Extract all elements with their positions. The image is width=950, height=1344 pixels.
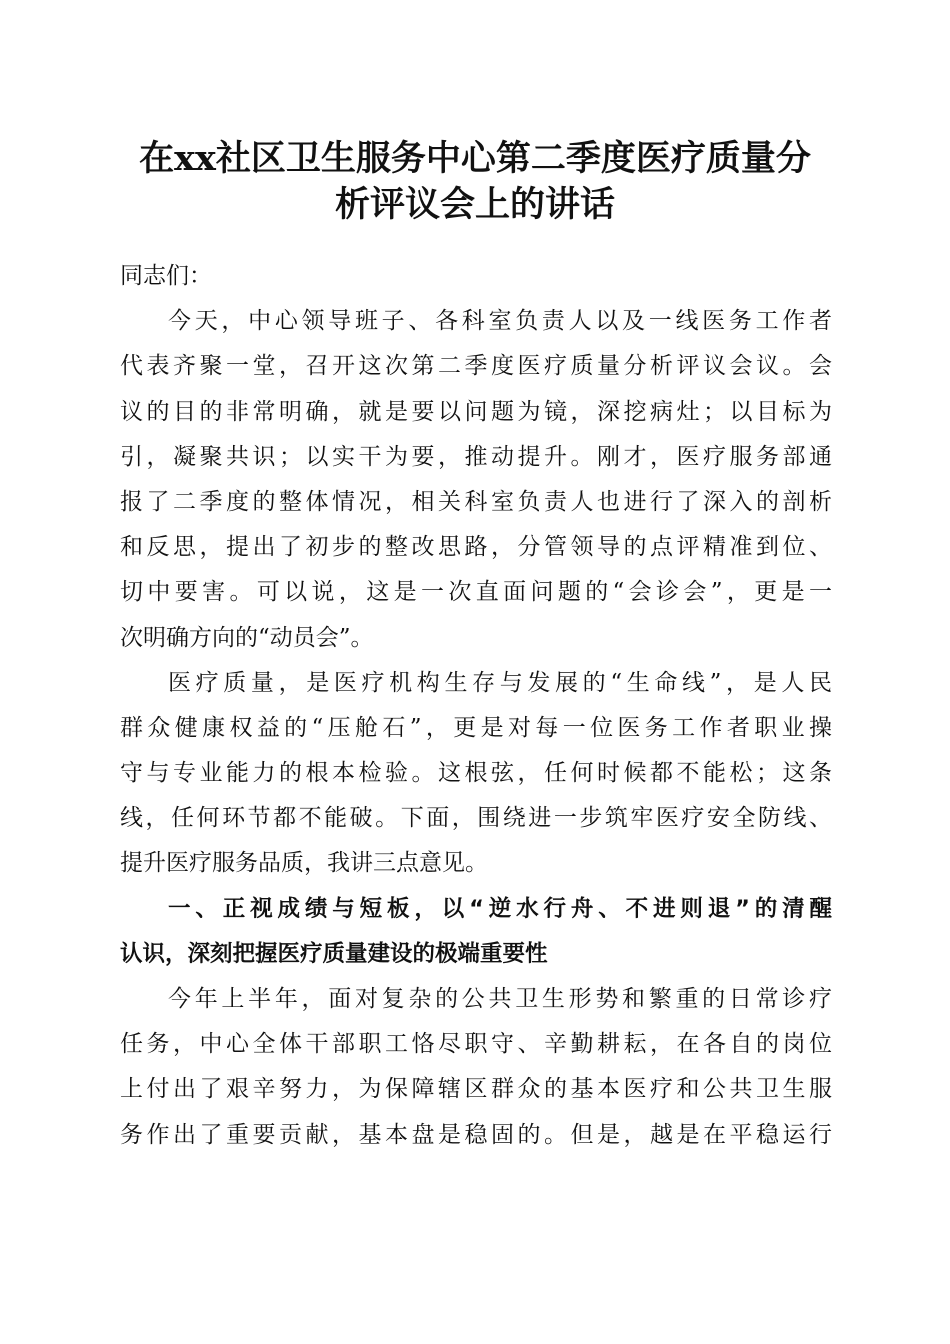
paragraph-line: 报了二季度的整体情况，相关科室负责人也进行了深入的剖析	[120, 488, 832, 515]
paragraph-line: 代表齐聚一堂，召开这次第二季度医疗质量分析评议会议。会	[120, 353, 832, 380]
paragraph-opening	[120, 299, 832, 661]
document-title	[100, 136, 850, 228]
paragraph-line: 任务，中心全体干部职工恪尽职守、辛勤耕耘，在各自的岗位	[120, 1031, 832, 1058]
paragraph-quality	[120, 661, 832, 887]
paragraph-line: 引，凝聚共识；以实干为要，推动提升。刚才，医疗服务部通	[120, 443, 832, 470]
paragraph-line: 今年上半年，面对复杂的公共卫生形势和繁重的日常诊疗	[168, 986, 832, 1012]
paragraph-line: 医疗质量，是医疗机构生存与发展的“生命线”，是人民	[168, 669, 832, 696]
section-heading-one	[120, 887, 832, 977]
paragraph-line: 群众健康权益的“压舱石”，更是对每一位医务工作者职业操	[120, 714, 832, 741]
paragraph-line: 次明确方向的“动员会”。	[120, 624, 374, 651]
heading-line: 一、正视成绩与短板，以“逆水行舟、不进则退”的清醒	[168, 895, 832, 922]
paragraph-section-one	[120, 977, 832, 1158]
document-body	[120, 254, 832, 1158]
paragraph-line: 上付出了艰辛努力，为保障辖区群众的基本医疗和公共卫生服	[120, 1076, 832, 1103]
title-line: 析评议会上的讲话	[334, 184, 615, 225]
heading-line: 认识，深刻把握医疗质量建设的极端重要性	[120, 940, 548, 967]
title-line: 在xx社区卫生服务中心第二季度医疗质量分	[139, 138, 811, 179]
paragraph-line: 线，任何环节都不能破。下面，围绕进一步筑牢医疗安全防线、	[120, 805, 832, 832]
paragraph-line: 守与专业能力的根本检验。这根弦，任何时候都不能松；这条	[120, 760, 832, 787]
paragraph-line: 和反思，提出了初步的整改思路，分管领导的点评精准到位、	[120, 534, 832, 561]
paragraph-line: 议的目的非常明确，就是要以问题为镜，深挖病灶；以目标为	[120, 398, 832, 425]
paragraph-line: 提升医疗服务品质，我讲三点意见。	[120, 850, 488, 877]
salutation: 同志们：	[120, 263, 212, 289]
paragraph-line: 切中要害。可以说，这是一次直面问题的“会诊会”，更是一	[120, 579, 832, 606]
paragraph-line: 今天，中心领导班子、各科室负责人以及一线医务工作者	[168, 308, 832, 335]
paragraph-line: 务作出了重要贡献，基本盘是稳固的。但是，越是在平稳运行	[120, 1121, 832, 1148]
